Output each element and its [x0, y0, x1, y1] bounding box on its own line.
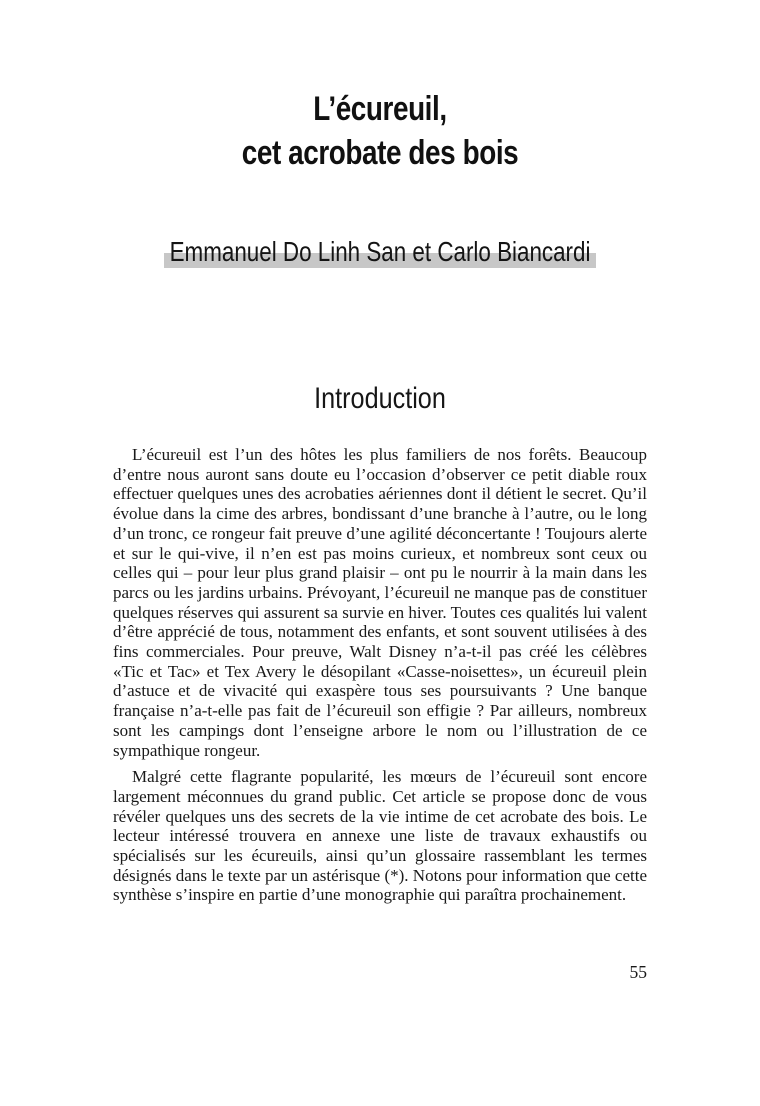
paragraph-2: Malgré cette flagrante popularité, les mœurs de l’écureuil sont encore largement méconnues du grand public. Cet article se propose donc de vous révéler quelques uns des secrets de la vie intime de cet acrobate des bois. Le lecteur intéressé trouvera en annexe une liste de travaux exhaustifs ou spécialisés sur les écureuils, ainsi qu’un glossaire rassemblant les termes désignés dans le texte par un astérisque (*). Notons pour information que cette synthèse s’inspire en partie d’une monographie qui paraîtra prochainement.	[113, 767, 647, 905]
page-number: 55	[629, 962, 647, 982]
body-text	[113, 445, 647, 905]
authors-row	[0, 235, 760, 268]
section-heading: Introduction	[314, 382, 446, 415]
chapter-title	[0, 87, 760, 175]
authors-highlight	[170, 235, 591, 268]
authors-names: Emmanuel Do Linh San et Carlo Biancardi	[169, 236, 591, 267]
paragraph-1: L’écureuil est l’un des hôtes les plus familiers de nos forêts. Beaucoup d’entre nous auront sans doute eu l’occasion d’observer ce petit diable roux effectuer quelques unes des acrobaties aériennes dont il détient le secret. Qu’il évolue dans la cime des arbres, bondissant d’une branche à l’autre, ou le long d’un tronc, ce rongeur fait preuve d’une agilité déconcertante ! Toujours alerte et sur le qui-vive, il n’en est pas moins curieux, et nombreux sont ceux ou celles qui – pour leur plus grand plaisir – ont pu le nourrir à la main dans les parcs ou les jardins urbains. Prévoyant, l’écureuil ne manque pas de constituer quelques réserves qui assurent sa survie en hiver. Toutes ces qualités lui valent d’être apprécié de tous, notamment des enfants, et sont souvent utilisées à des fins commerciales. Pour preuve, Walt Disney n’a-t-il pas créé les célèbres «Tic et Tac» et Tex Avery le désopilant «Casse-noisettes», un écureuil plein d’astuce et de vivacité qui exaspère tous ses poursuivants ? Une banque française n’a-t-elle pas fait de l’écureuil son effigie ? Par ailleurs, nombreux sont les campings dont l’enseigne arbore le nom ou l’illustration de ce sympathique rongeur.	[113, 445, 647, 760]
chapter-title-line2: cet acrobate des bois	[241, 134, 519, 172]
chapter-title-line1: L’écureuil,	[313, 90, 447, 128]
